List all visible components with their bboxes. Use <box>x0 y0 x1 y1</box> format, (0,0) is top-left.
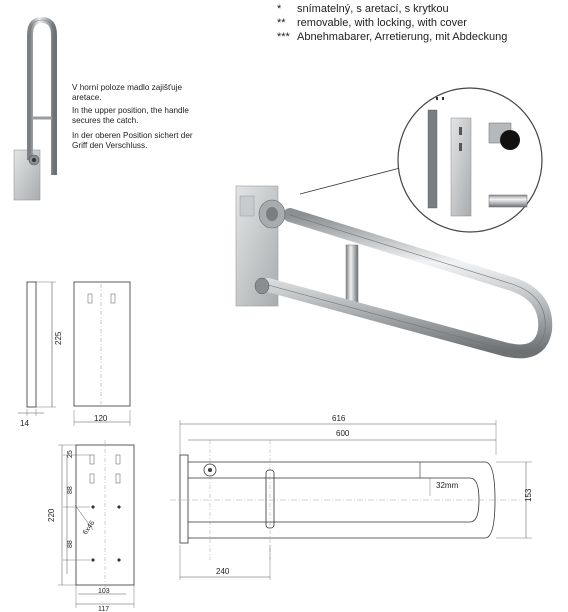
upright-position-photo <box>14 20 54 200</box>
note-en: In the upper position, the handle secures the catch. <box>72 106 189 125</box>
note-cz: V horní poloze madlo zajišťuje aretace. <box>72 83 183 102</box>
dim-plate-width2: 117 <box>98 606 110 612</box>
bar-elevation-drawing <box>170 414 533 580</box>
dim-plate-thickness: 14 <box>20 419 29 428</box>
catch-label: 6x46 <box>81 519 97 537</box>
dim-height: 153 <box>524 488 533 502</box>
plate-front-view <box>74 282 130 426</box>
dim-hole-width: 103 <box>98 588 110 595</box>
note-de: In der oberen Position sichert der Griff den Verschluss. <box>72 131 193 150</box>
dim-plate-total: 220 <box>47 508 56 522</box>
dim-hole-mid2: 88 <box>67 540 74 548</box>
plate-side-view <box>18 282 63 428</box>
dim-handle-pos: 240 <box>216 567 230 576</box>
dim-bar-length: 600 <box>336 429 350 438</box>
catch-detail <box>300 88 542 232</box>
variant-legend <box>277 2 507 44</box>
plate-hole-drawing <box>47 440 134 612</box>
dim-plate-height: 225 <box>54 331 63 345</box>
legend-row-en: ** removable, with locking, with cover <box>277 17 467 29</box>
dim-hole-mid1: 88 <box>67 486 74 494</box>
dim-hole-top: 25 <box>67 450 74 458</box>
dim-total-length: 616 <box>332 414 346 423</box>
dim-plate-width: 120 <box>94 414 108 423</box>
legend-row-cz: * snímatelný, s aretací, s krytkou <box>277 3 449 15</box>
dim-tube-dia: 32mm <box>436 481 459 490</box>
legend-row-de: *** Abnehmabarer, Arretierung, mit Abdeckung <box>277 31 508 43</box>
